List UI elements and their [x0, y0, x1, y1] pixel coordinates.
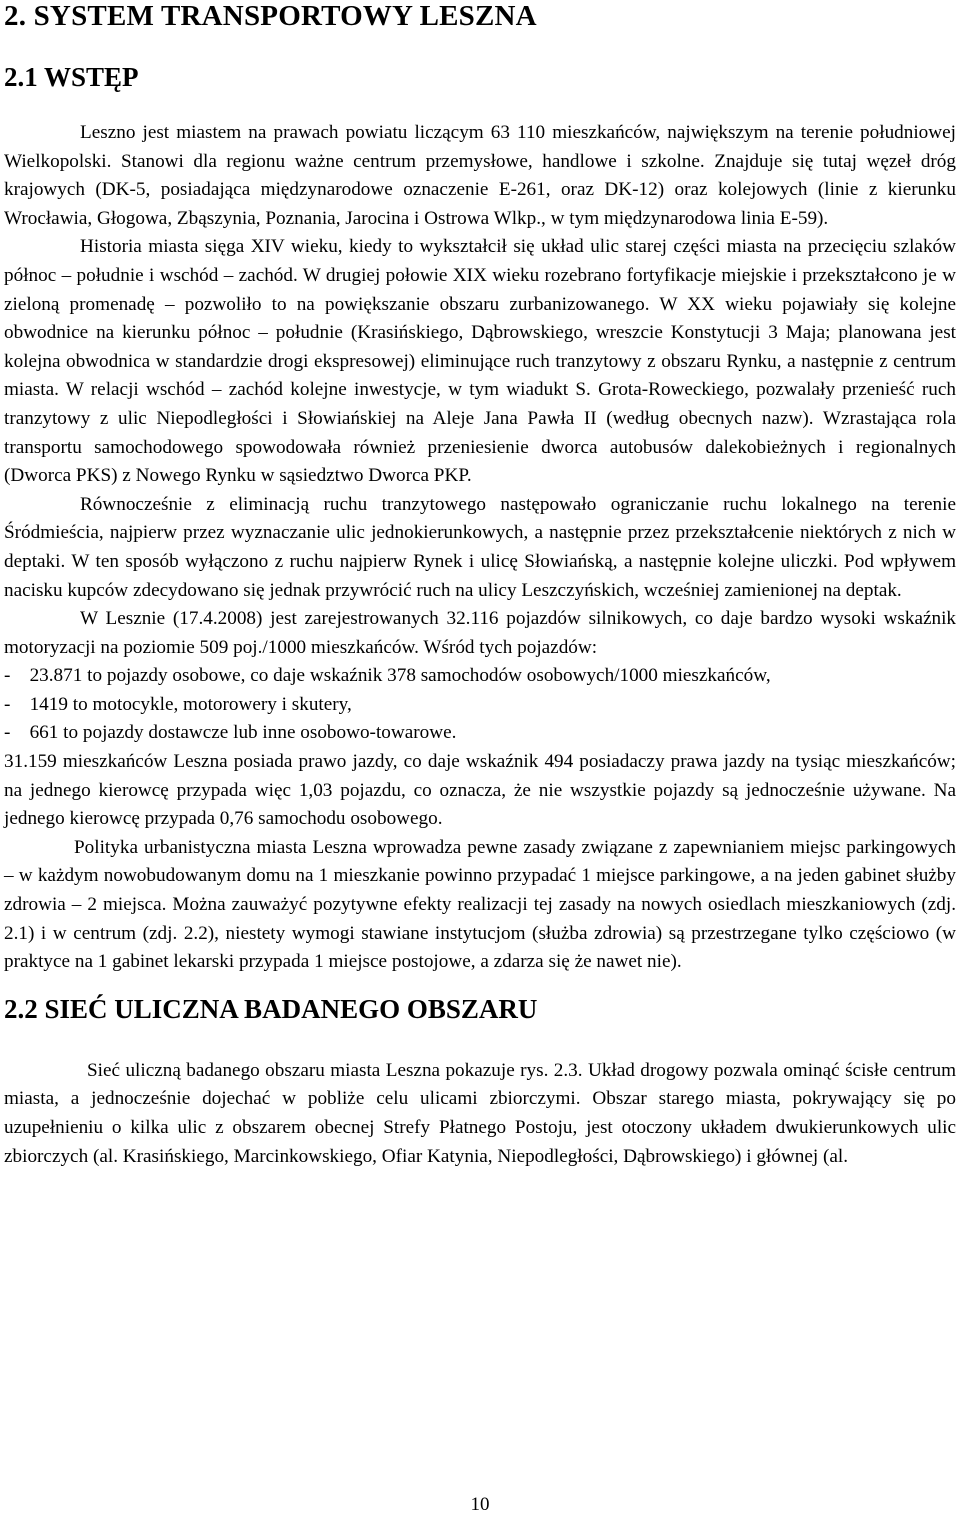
paragraph: Leszno jest miastem na prawach powiatu liczącym 63 110 mieszkańców, największym na terenie południowej Wielkopolski. Stanowi dla regionu ważne centrum przemysłowe, handlowe i szkolne. Znajduje się tutaj węzeł dróg krajowych (DK-5, posiadająca międzynarodowe oznaczenie E-261, oraz DK-12) oraz kolejowych (linie z kierunku Wrocławia, Głogowa, Zbąszynia, Poznania, Jarocina i Ostrowa Wlkp., w tym międzynarodowa linia E-59).: [4, 122, 956, 229]
paragraph: Sieć uliczną badanego obszaru miasta Leszna pokazuje rys. 2.3. Układ drogowy pozwala ominąć ścisłe centrum miasta, a jednocześnie dojechać w pobliże celu ulicami zbiorczymi. Obszar starego miasta, pokrywający się po uzupełnieniu o kilka ulic z obszarem obecnej Strefy Płatnego Postoju, jest otoczony układem dwukierunkowych ulic zbiorczych (al. Krasińskiego, Marcinkowskiego, Ofiar Katynia, Niepodległości, Dąbrowskiego) i głównej (al.: [4, 1059, 956, 1167]
paragraph: W Lesznie (17.4.2008) jest zarejestrowanych 32.116 pojazdów silnikowych, co daje bardzo wysoki wskaźnik motoryzacji na poziomie 509 poj./1000 mieszkańców. Wśród tych pojazdów:: [4, 608, 956, 658]
list-item: - 1419 to motocykle, motorowery i skutery,: [4, 693, 352, 715]
street-network-text: [4, 1057, 956, 1171]
paragraph: Historia miasta sięga XIV wieku, kiedy to wykształcił się układ ulic starej części miasta na przecięciu szlaków północ – południe i wschód – zachód. W drugiej połowie XIX wieku rozebrano fortyfikacje miejskie i przekształcono je w zieloną promenadę – pozwoliło to na powiększanie obszaru zurbanizowanego. W XX wieku pojawiały się kolejne obwodnice na kierunku północ – południe (Krasińskiego, Dąbrowskiego, wreszcie Konstytucji 3 Maja; planowana jest kolejna obwodnica w standardzie drogi ekspresowej) eliminujące ruch tranzytowy z obszaru Rynku, a następnie z centrum miasta. W relacji wschód – zachód kolejne inwestycje, w tym wiadukt S. Grota-Roweckiego, pozwalały przenieść ruch tranzytowy z ulic Niepodległości i Słowiańskiej na Aleje Jana Pawła II (według obecnych nazw). Wzrastająca rola transportu samochodowego spowodowała również przeniesienie dworca autobusów dalekobieżnych i regionalnych (Dworca PKS) z Nowego Rynku w sąsiedztwo Dworca PKP.: [4, 236, 956, 487]
section-heading-street-network: 2.2 SIEĆ ULICZNA BADANEGO OBSZARU: [4, 993, 538, 1024]
intro-text: [4, 119, 956, 977]
paragraph: 31.159 mieszkańców Leszna posiada prawo jazdy, co daje wskaźnik 494 posiadaczy prawa jazdy na tysiąc mieszkańców; na jednego kierowcę przypada więc 1,03 pojazdu, co oznacza, że nie wszystkie pojazdy są jednocześnie używane. Na jednego kierowcę przypada 0,76 samochodu osobowego.: [4, 751, 956, 830]
paragraph: Polityka urbanistyczna miasta Leszna wprowadza pewne zasady związane z zapewnianiem miejsc parkingowych – w każdym nowobudowanym domu na 1 mieszkanie powinno przypadać 1 miejsce parkingowe, a na jeden gabinet służby zdrowia – 2 miejsca. Można zauważyć pozytywne efekty realizacji tej zasady na nowych osiedlach mieszkaniowych (zdj. 2.1) i w centrum (zdj. 2.2), niestety wymogi stawiane instytucjom (służba zdrowia) są przestrzegane tylko częściowo (w praktyce na 1 gabinet lekarski przypada 1 miejsce postojowe, a zdarza się że nawet nie).: [4, 836, 956, 973]
list-item: - 23.871 to pojazdy osobowe, co daje wskaźnik 378 samochodów osobowych/1000 mieszkańców,: [4, 665, 771, 687]
list-item: - 661 to pojazdy dostawcze lub inne osobowo-towarowe.: [4, 722, 457, 744]
chapter-heading: 2. SYSTEM TRANSPORTOWY LESZNA: [4, 0, 537, 32]
section-heading-intro: 2.1 WSTĘP: [4, 62, 139, 92]
page-number: 10: [470, 1494, 490, 1515]
paragraph: Równocześnie z eliminacją ruchu tranzytowego następowało ograniczanie ruchu lokalnego na terenie Śródmieścia, najpierw przez wyznaczanie ulic jednokierunkowych, a następnie przez przekształcenie niektórych z nich w deptaki. W ten sposób wyłączono z ruchu najpierw Rynek i ulicę Słowiańską, a następnie kolejne uliczki. Pod wpływem nacisku kupców zdecydowano się jednak przywrócić ruch na ulicy Leszczyńskich, wcześniej zamienionej na deptak.: [4, 493, 956, 601]
